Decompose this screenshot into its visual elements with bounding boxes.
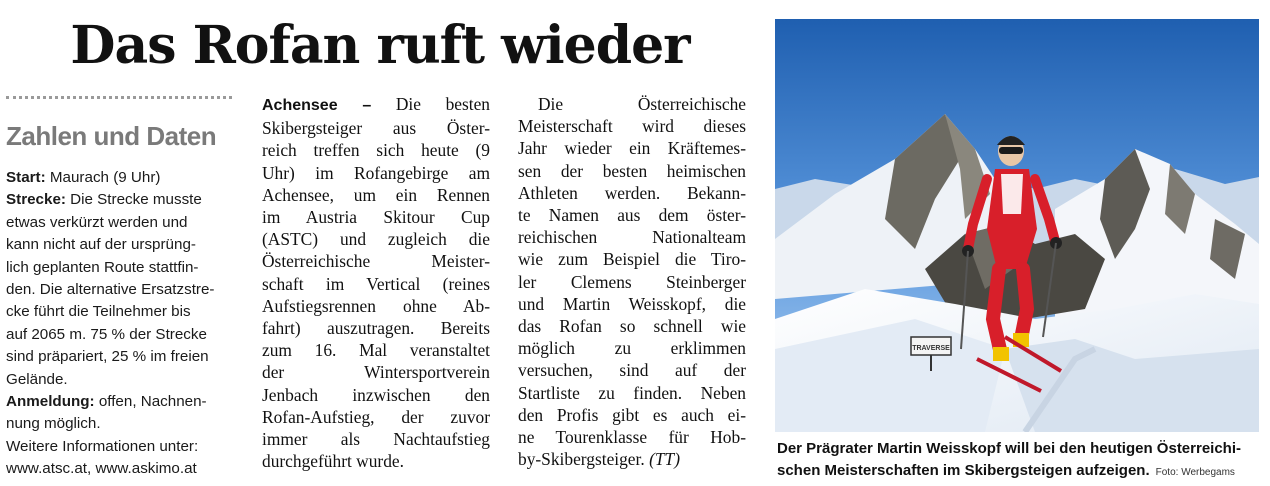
photo-sign-text: TRAVERSE xyxy=(912,345,950,352)
article-line: den Profis gibt es auch ei- xyxy=(518,404,746,425)
author-credit: (TT) xyxy=(649,449,680,470)
fact-start xyxy=(6,167,238,189)
article-text: Die besten xyxy=(371,94,491,114)
article-line: im Austria Skitour Cup xyxy=(262,207,490,228)
article-line: und Martin Weisskopf, die xyxy=(518,293,746,314)
article-dateline: Achensee – xyxy=(262,97,372,114)
article-line: der Wintersportverein xyxy=(262,362,490,383)
article-column-2 xyxy=(518,93,746,470)
article-line: Startliste zu finden. Neben xyxy=(518,382,746,403)
fact-box-body xyxy=(6,167,238,481)
headline: Das Rofan ruft wieder xyxy=(70,15,690,76)
article-line xyxy=(518,93,746,115)
fact-strecke-line: lich geplanten Route stattfin- xyxy=(6,258,199,276)
article-line: Aufstiegsrennen ohne Ab- xyxy=(262,295,490,316)
article-line: ler Clemens Steinberger xyxy=(518,271,746,292)
fact-strecke-line: den. Die alternative Ersatzstre- xyxy=(6,281,215,299)
article-line: ne Tourenklasse für Hob- xyxy=(518,427,746,448)
article-line: wie zum Beispiel die Tiro- xyxy=(518,249,746,270)
article-line: zum 16. Mal veranstaltet xyxy=(262,340,490,361)
article-text: Die Österreichische xyxy=(538,94,746,114)
article-line: schaft im Vertical (reines xyxy=(262,273,490,294)
article-line: Jahr wieder ein Kräftemes- xyxy=(518,138,746,159)
article-line xyxy=(518,448,746,470)
fact-info-line: Weitere Informationen unter: xyxy=(6,437,199,455)
fact-anmeldung-label: Anmeldung: xyxy=(6,393,95,411)
article-line: (ASTC) und zugleich die xyxy=(262,229,490,250)
article-line: Uhr) im Rofangebirge am xyxy=(262,162,490,183)
fact-strecke-label: Strecke: xyxy=(6,191,66,209)
article-line: versuchen, sind auf der xyxy=(518,360,746,381)
article-photo xyxy=(775,19,1259,432)
fact-strecke xyxy=(6,189,238,211)
article-line: durchgeführt wurde. xyxy=(262,451,404,472)
fact-strecke-line: cke führt die Teilnehmer bis xyxy=(6,303,191,321)
article-line: Meisterschaft wird dieses xyxy=(518,116,746,137)
fact-strecke-line: auf 2065 m. 75 % der Strecke xyxy=(6,325,207,343)
article-line: Rofan-Aufstieg, der zuvor xyxy=(262,406,490,427)
article-line: te Namen aus dem öster- xyxy=(518,205,746,226)
caption-line xyxy=(777,460,1263,484)
article-line: möglich zu erklimmen xyxy=(518,338,746,359)
fact-box xyxy=(6,92,238,481)
fact-anmeldung xyxy=(6,391,238,413)
fact-strecke-line: sind präpariert, 25 % im freien xyxy=(6,348,209,366)
article-line: Österreichische Meister- xyxy=(262,251,490,272)
fact-start-text: Maurach (9 Uhr) xyxy=(45,169,161,186)
article-column-1 xyxy=(262,93,490,472)
article-line: Athleten werden. Bekann- xyxy=(518,182,746,203)
fact-strecke-line: etwas verkürzt werden und xyxy=(6,213,188,231)
fact-strecke-line: Die Strecke musste xyxy=(65,191,202,209)
article-line xyxy=(262,93,490,117)
fact-anmeldung-line: offen, Nachnen- xyxy=(94,393,207,411)
photo-credit: Foto: Werbegams xyxy=(1155,467,1235,478)
article-line: Skibergsteiger aus Öster- xyxy=(262,118,490,139)
article-line: immer als Nachtaufstieg xyxy=(262,429,490,450)
article-line: sen der besten heimischen xyxy=(518,160,746,181)
article-line: Achensee, um ein Rennen xyxy=(262,184,490,205)
fact-start-label: Start: xyxy=(6,169,46,186)
photo-caption xyxy=(777,438,1263,484)
fact-strecke-line: kann nicht auf der ursprüng- xyxy=(6,236,196,254)
article-line: fahrt) auszutragen. Bereits xyxy=(262,318,490,339)
fact-info-links: www.atsc.at, www.askimo.at xyxy=(6,460,197,478)
dotted-divider xyxy=(6,96,232,107)
caption-text: schen Meisterschaften im Skibergsteigen aufzeigen. xyxy=(777,462,1150,479)
article-line: reich treffen sich heute (9 xyxy=(262,140,490,161)
caption-line: Der Prägrater Martin Weisskopf will bei den heutigen Österreichi- xyxy=(777,440,1242,457)
article-line: Jenbach inzwischen den xyxy=(262,384,490,405)
fact-strecke-line: Gelände. xyxy=(6,370,68,388)
article-line: reichischen Nationalteam xyxy=(518,227,746,248)
article-line: das Rofan so schnell wie xyxy=(518,316,746,337)
fact-anmeldung-line: nung möglich. xyxy=(6,415,101,433)
article-text: by-Skibergsteiger. xyxy=(518,449,650,470)
fact-box-title: Zahlen und Daten xyxy=(6,121,217,151)
